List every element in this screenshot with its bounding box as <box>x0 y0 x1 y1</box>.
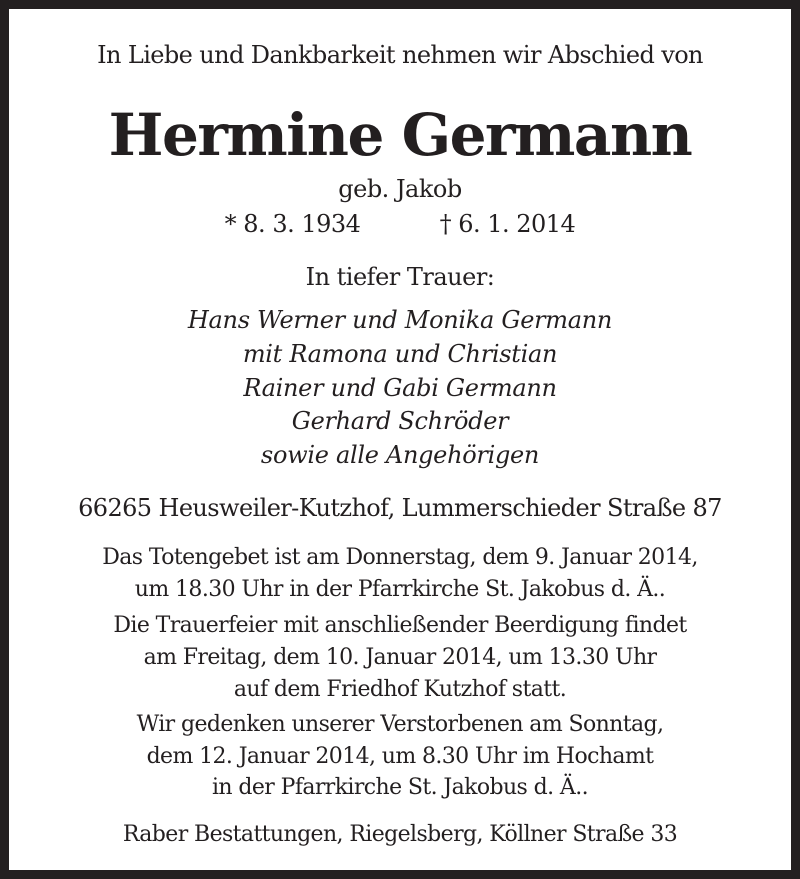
service-line: Wir gedenken unserer Verstorbenen am Sonntag, <box>136 712 664 737</box>
service-line: auf dem Friedhof Kutzhof statt. <box>233 677 567 702</box>
service-line: Das Totengebet ist am Donnerstag, dem 9. Januar 2014, <box>102 545 698 570</box>
service-line: Die Trauerfeier mit anschließender Beerdigung findet <box>113 613 687 638</box>
deceased-name: Hermine Germann <box>108 101 692 169</box>
service-line: am Freitag, dem 10. Januar 2014, um 13.30 Uhr <box>143 645 657 670</box>
mourner-line: Gerhard Schröder <box>291 407 509 435</box>
service-line: in der Pfarrkirche St. Jakobus d. Ä.. <box>212 775 588 800</box>
mourner-line: sowie alle Angehörigen <box>260 441 540 469</box>
service-line: dem 12. Januar 2014, um 8.30 Uhr im Hochamt <box>146 744 654 769</box>
birth-date: * 8. 3. 1934 <box>224 210 361 238</box>
intro-text: In Liebe und Dankbarkeit nehmen wir Abschied von <box>97 41 703 69</box>
mourner-line: Hans Werner und Monika Germann <box>187 306 613 334</box>
undertaker-info: Raber Bestattungen, Riegelsberg, Köllner Straße 33 <box>122 822 678 847</box>
death-date: † 6. 1. 2014 <box>439 210 576 238</box>
maiden-name: geb. Jakob <box>338 175 462 203</box>
life-dates <box>9 212 791 236</box>
mourner-line: Rainer und Gabi Germann <box>243 374 557 402</box>
mourning-label: In tiefer Trauer: <box>305 263 495 291</box>
mourner-line: mit Ramona und Christian <box>242 340 558 368</box>
service-line: um 18.30 Uhr in der Pfarrkirche St. Jakobus d. Ä.. <box>134 577 666 602</box>
family-address: 66265 Heusweiler-Kutzhof, Lummerschieder Straße 87 <box>78 494 722 522</box>
